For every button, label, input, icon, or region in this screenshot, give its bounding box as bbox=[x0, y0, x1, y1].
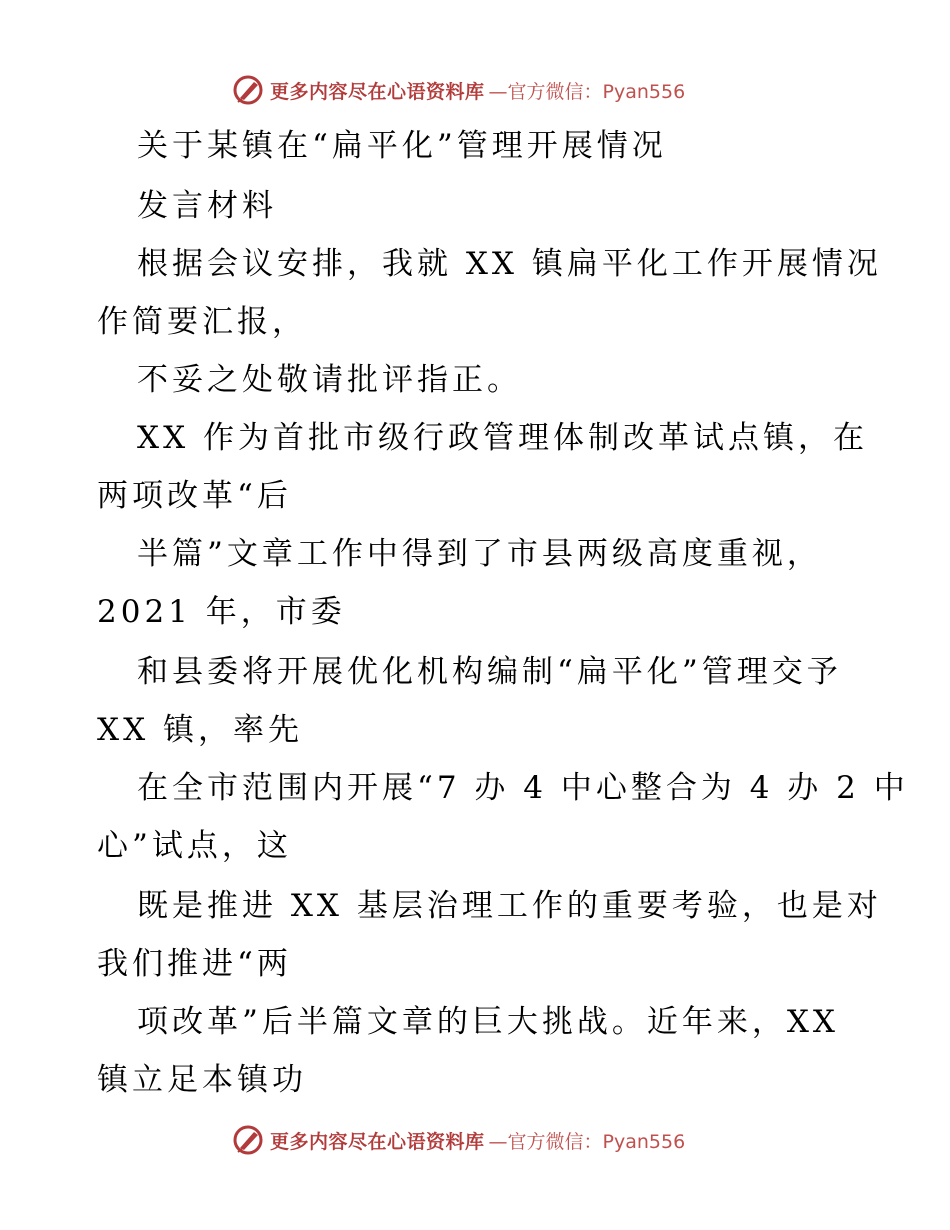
text-line: 2021 年，市委 bbox=[97, 594, 346, 630]
text-line: XX 作为首批市级行政管理体制改革试点镇，在 bbox=[137, 420, 868, 456]
banner-text: 更多内容尽在心语资料库 bbox=[270, 1130, 485, 1153]
text-line: 作简要汇报， bbox=[97, 304, 307, 340]
footer-watermark-banner bbox=[230, 1120, 685, 1160]
text-line: 心”试点，这 bbox=[97, 828, 292, 864]
doc-title-line-1: 关于某镇在“扁平化”管理开展情况 bbox=[137, 128, 667, 164]
banner-text: 更多内容尽在心语资料库 bbox=[270, 80, 485, 103]
text-line: 不妥之处敬请批评指正。 bbox=[137, 362, 522, 398]
header-watermark-banner bbox=[230, 70, 685, 110]
text-line: 项改革”后半篇文章的巨大挑战。近年来，XX bbox=[137, 1004, 839, 1040]
text-line: 在全市范围内开展“7 办 4 中心整合为 4 办 2 中 bbox=[137, 770, 909, 806]
text-line: 镇立足本镇功 bbox=[97, 1062, 307, 1098]
doc-title-line-2: 发言材料 bbox=[137, 188, 277, 224]
text-line: 既是推进 XX 基层治理工作的重要考验，也是对 bbox=[137, 888, 882, 924]
banner-wechat: —官方微信：Pyan556 bbox=[488, 80, 686, 103]
text-line: 根据会议安排，我就 XX 镇扁平化工作开展情况 bbox=[137, 246, 882, 282]
text-line: 和县委将开展优化机构编制“扁平化”管理交予 bbox=[137, 654, 842, 690]
pen-logo-icon bbox=[230, 72, 266, 108]
pen-logo-icon bbox=[230, 1122, 266, 1158]
text-line: 半篇”文章工作中得到了市县两级高度重视， bbox=[137, 536, 822, 572]
text-line: 两项改革“后 bbox=[97, 478, 292, 514]
text-line: XX 镇，率先 bbox=[97, 712, 303, 748]
text-line: 我们推进“两 bbox=[97, 946, 292, 982]
banner-wechat: —官方微信：Pyan556 bbox=[488, 1130, 686, 1153]
